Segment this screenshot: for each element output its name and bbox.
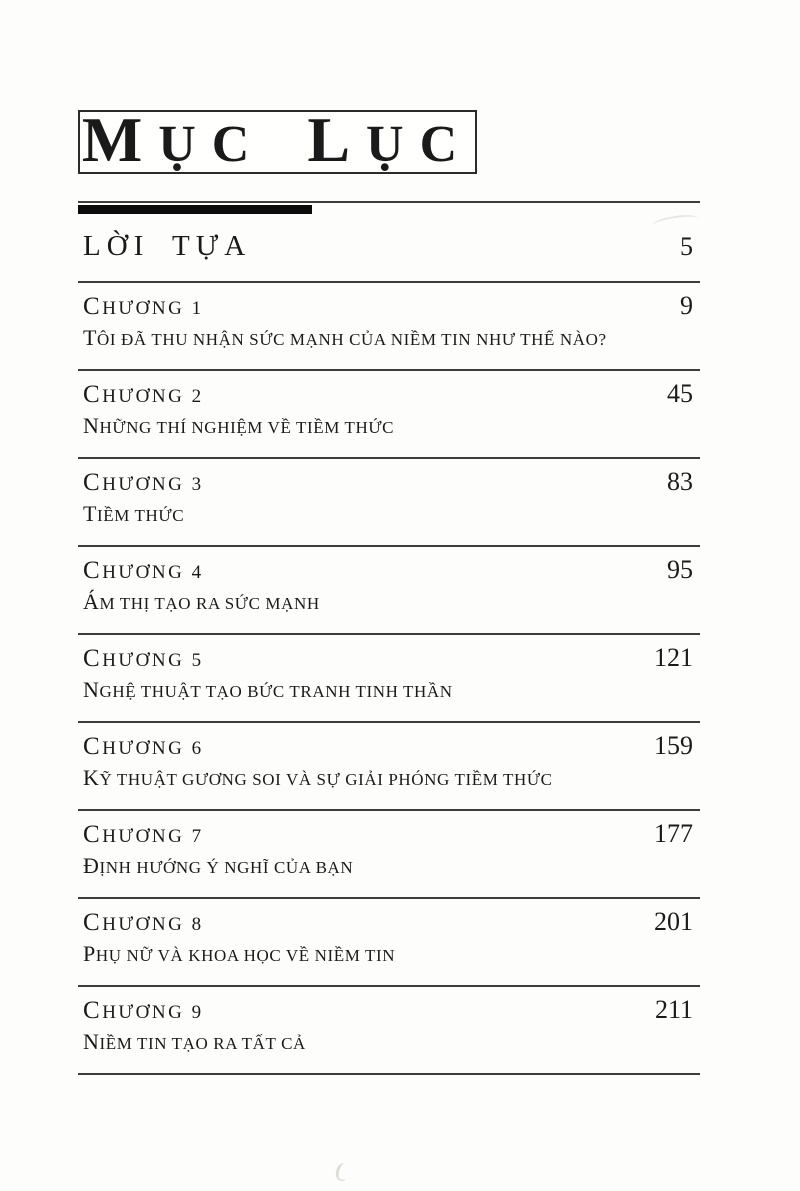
scan-artifact — [334, 1162, 351, 1183]
chapter-page-number: 95 — [667, 555, 693, 584]
toc-title-box — [78, 103, 477, 175]
top-rule — [78, 201, 700, 203]
chapter-row-head — [83, 996, 700, 1028]
chapter-row-head — [83, 820, 700, 852]
chapter-label: CHƯƠNG 5 — [83, 645, 204, 672]
chapter-row-head — [83, 292, 700, 324]
toc-title-word: MỤC — [81, 103, 266, 175]
chapter-row-head — [83, 732, 700, 764]
chapter-label: CHƯƠNG 4 — [83, 557, 204, 584]
chapter-row — [78, 809, 700, 897]
thick-accent-bar — [78, 205, 312, 214]
chapter-row — [78, 897, 700, 985]
chapter-row-head — [83, 380, 700, 412]
chapter-page-number: 159 — [654, 731, 693, 760]
chapter-page-number: 121 — [654, 643, 693, 672]
chapter-row — [78, 545, 700, 633]
chapter-label: CHƯƠNG 8 — [83, 909, 204, 936]
chapter-row-head — [83, 468, 700, 500]
chapter-row-head — [83, 556, 700, 588]
chapter-row — [78, 721, 700, 809]
chapter-page-number: 45 — [667, 379, 693, 408]
chapter-row — [78, 633, 700, 721]
chapter-title: TÔI ĐÃ THU NHẬN SỨC MẠNH CỦA NIỀM TIN NHƯ THẾ NÀO? — [83, 325, 607, 350]
chapter-row — [78, 985, 700, 1073]
chapter-title: KỸ THUẬT GƯƠNG SOI VÀ SỰ GIẢI PHÓNG TIỀM THỨC — [83, 765, 553, 790]
chapter-list — [78, 281, 700, 1073]
preface-label: LỜI TỰA — [83, 230, 252, 262]
chapter-page-number: 211 — [654, 995, 693, 1024]
chapter-page-number: 9 — [680, 291, 693, 320]
chapter-label: CHƯƠNG 7 — [83, 821, 204, 848]
chapter-title: TIỀM THỨC — [83, 501, 185, 526]
chapter-page-number: 201 — [654, 907, 693, 936]
chapter-row — [78, 281, 700, 369]
chapter-label: CHƯƠNG 9 — [83, 997, 204, 1024]
chapter-row-head — [83, 908, 700, 940]
chapter-title: NIỀM TIN TẠO RA TẤT CẢ — [83, 1029, 306, 1054]
bottom-rule — [78, 1073, 700, 1075]
chapter-page-number: 83 — [667, 467, 693, 496]
chapter-label: CHƯƠNG 6 — [83, 733, 204, 760]
table-of-contents — [78, 201, 700, 1075]
preface-row — [78, 214, 700, 281]
chapter-label: CHƯƠNG 2 — [83, 381, 204, 408]
chapter-title: NHỮNG THÍ NGHIỆM VỀ TIỀM THỨC — [83, 413, 395, 438]
chapter-label: CHƯƠNG 3 — [83, 469, 204, 496]
chapter-title: NGHỆ THUẬT TẠO BỨC TRANH TINH THẦN — [83, 677, 453, 702]
chapter-title: PHỤ NỮ VÀ KHOA HỌC VỀ NIỀM TIN — [83, 941, 396, 966]
chapter-row-head — [83, 644, 700, 676]
chapter-title: ĐỊNH HƯỚNG Ý NGHĨ CỦA BẠN — [83, 853, 354, 878]
toc-title-word: LỤC — [307, 103, 474, 175]
chapter-page-number: 177 — [654, 819, 693, 848]
preface-page-number: 5 — [680, 232, 693, 261]
chapter-row — [78, 457, 700, 545]
chapter-row — [78, 369, 700, 457]
chapter-title: ÁM THỊ TẠO RA SỨC MẠNH — [83, 589, 320, 614]
chapter-label: CHƯƠNG 1 — [83, 293, 204, 320]
